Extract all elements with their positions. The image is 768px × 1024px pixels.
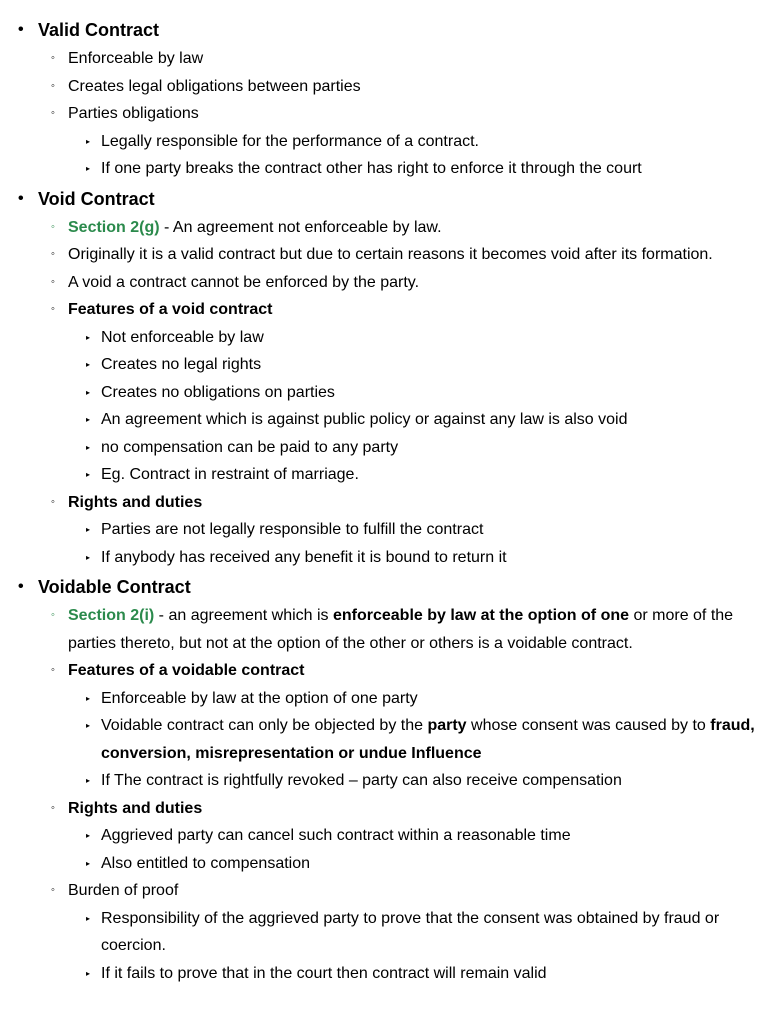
text: Legally responsible for the performance of a contract. xyxy=(101,132,479,150)
list-item xyxy=(0,45,755,73)
list-item xyxy=(0,602,755,657)
bold-text: fraud, conversion, misrepresentation or undue Influence xyxy=(101,717,755,762)
text: Eg. Contract in restraint of marriage. xyxy=(101,466,359,483)
list-item xyxy=(0,100,755,128)
text: If The contract is rightfully revoked – party can also receive compensation xyxy=(101,772,622,789)
text: Originally it is a valid contract but due to certain reasons it becomes void after its formation. xyxy=(68,246,713,263)
bullet-circle-icon: ◦ xyxy=(51,107,55,119)
bullet-disc-icon: • xyxy=(18,189,24,207)
bullet-triangle-icon: ▸ xyxy=(86,525,91,534)
bullet-circle-icon: ◦ xyxy=(51,609,55,621)
list-item xyxy=(0,461,755,489)
text: - An agreement not enforceable by law. xyxy=(159,218,442,236)
bullet-triangle-icon: ▸ xyxy=(86,552,91,562)
text: If one party breaks the contract other has right to enforce it through the court xyxy=(101,160,642,177)
bullet-triangle-icon: ▸ xyxy=(86,913,91,923)
list-item xyxy=(0,269,755,297)
section-reference: Section 2(g) xyxy=(68,218,160,236)
bullet-circle-icon: ◦ xyxy=(51,495,55,508)
list-item xyxy=(0,128,755,156)
bullet-triangle-icon: ▸ xyxy=(86,332,91,342)
list-item xyxy=(0,850,755,878)
bold-text: enforceable by law at the option of one xyxy=(332,607,630,624)
bullet-circle-icon: ◦ xyxy=(51,79,55,92)
list-item xyxy=(0,795,755,823)
bullet-triangle-icon: ▸ xyxy=(86,831,91,840)
text: Responsibility of the aggrieved party to prove that the consent was obtained by fraud or coercion. xyxy=(101,909,720,954)
section-heading xyxy=(0,15,755,45)
text: Not enforceable by law xyxy=(101,328,264,346)
bullet-triangle-icon: ▸ xyxy=(86,164,91,173)
bullet-triangle-icon: ▸ xyxy=(86,360,91,369)
section-heading xyxy=(0,572,755,602)
list-item xyxy=(0,324,755,352)
text: Aggrieved party can cancel such contract within a reasonable time xyxy=(101,827,571,844)
list-item xyxy=(0,657,755,685)
list-item xyxy=(0,241,755,269)
bold-text: Rights and duties xyxy=(68,799,203,817)
bullet-disc-icon: • xyxy=(18,21,24,38)
list-item xyxy=(0,905,755,960)
bullet-triangle-icon: ▸ xyxy=(86,136,91,146)
list-item xyxy=(0,685,755,713)
list-item xyxy=(0,489,755,517)
text: Creates no obligations on parties xyxy=(101,383,335,401)
bullet-triangle-icon: ▸ xyxy=(86,776,91,785)
list-item xyxy=(0,712,755,767)
bullet-disc-icon: • xyxy=(18,578,24,595)
section-reference: Section 2(i) xyxy=(68,607,155,624)
bullet-triangle-icon: ▸ xyxy=(86,387,91,397)
list-item xyxy=(0,822,755,850)
text: no compensation can be paid to any party xyxy=(101,438,399,456)
list-item xyxy=(0,516,755,544)
text: Creates legal obligations between parties xyxy=(68,77,361,95)
text: Enforceable by law xyxy=(68,50,204,67)
text: Parties are not legally responsible to fulfill the contract xyxy=(101,521,484,538)
bullet-circle-icon: ◦ xyxy=(51,220,55,233)
bullet-circle-icon: ◦ xyxy=(51,664,55,676)
list-item xyxy=(0,434,755,462)
bullet-triangle-icon: ▸ xyxy=(86,721,91,730)
text: Also entitled to compensation xyxy=(101,854,311,872)
text: Creates no legal rights xyxy=(101,356,262,373)
bullet-triangle-icon: ▸ xyxy=(86,693,91,703)
bullet-triangle-icon: ▸ xyxy=(86,442,91,452)
bullet-circle-icon: ◦ xyxy=(51,275,55,288)
bold-text: Features of a voidable contract xyxy=(68,662,305,679)
text: or more of the parties thereto, but not at the option of the other or others is a voidable contract. xyxy=(68,607,734,652)
text: If it fails to prove that in the court then contract will remain valid xyxy=(101,964,547,982)
text: whose consent was caused by to xyxy=(466,717,711,734)
list-item xyxy=(0,767,755,795)
bullet-triangle-icon: ▸ xyxy=(86,415,91,424)
list-item xyxy=(0,296,755,324)
list-item xyxy=(0,960,755,988)
bullet-triangle-icon: ▸ xyxy=(86,968,91,978)
bold-text: party xyxy=(427,717,467,734)
list-item xyxy=(0,214,755,242)
list-item xyxy=(0,406,755,434)
list-item xyxy=(0,877,755,905)
section-heading xyxy=(0,184,755,214)
text: Parties obligations xyxy=(68,105,199,122)
text: Void Contract xyxy=(38,188,155,209)
text: An agreement which is against public policy or against any law is also void xyxy=(101,411,628,428)
list-item xyxy=(0,379,755,407)
bullet-circle-icon: ◦ xyxy=(51,884,55,896)
text: Enforceable by law at the option of one party xyxy=(101,689,418,707)
list-item xyxy=(0,73,755,101)
bullet-triangle-icon: ▸ xyxy=(86,858,91,868)
text: If anybody has received any benefit it is bound to return it xyxy=(101,548,507,566)
text: Burden of proof xyxy=(68,882,179,899)
text: - an agreement which is xyxy=(154,607,333,624)
text: A void a contract cannot be enforced by the party. xyxy=(68,273,420,291)
list-item xyxy=(0,155,755,183)
text: Voidable Contract xyxy=(38,577,191,597)
list-item xyxy=(0,351,755,379)
bullet-triangle-icon: ▸ xyxy=(86,470,91,479)
bullet-circle-icon: ◦ xyxy=(51,801,55,814)
bullet-circle-icon: ◦ xyxy=(51,303,55,315)
bullet-circle-icon: ◦ xyxy=(51,52,55,64)
text: Valid Contract xyxy=(38,20,160,40)
list-item xyxy=(0,544,755,572)
bold-text: Rights and duties xyxy=(68,493,203,511)
bold-text: Features of a void contract xyxy=(68,301,273,318)
bullet-circle-icon: ◦ xyxy=(51,248,55,260)
text: Voidable contract can only be objected by the xyxy=(101,717,428,734)
